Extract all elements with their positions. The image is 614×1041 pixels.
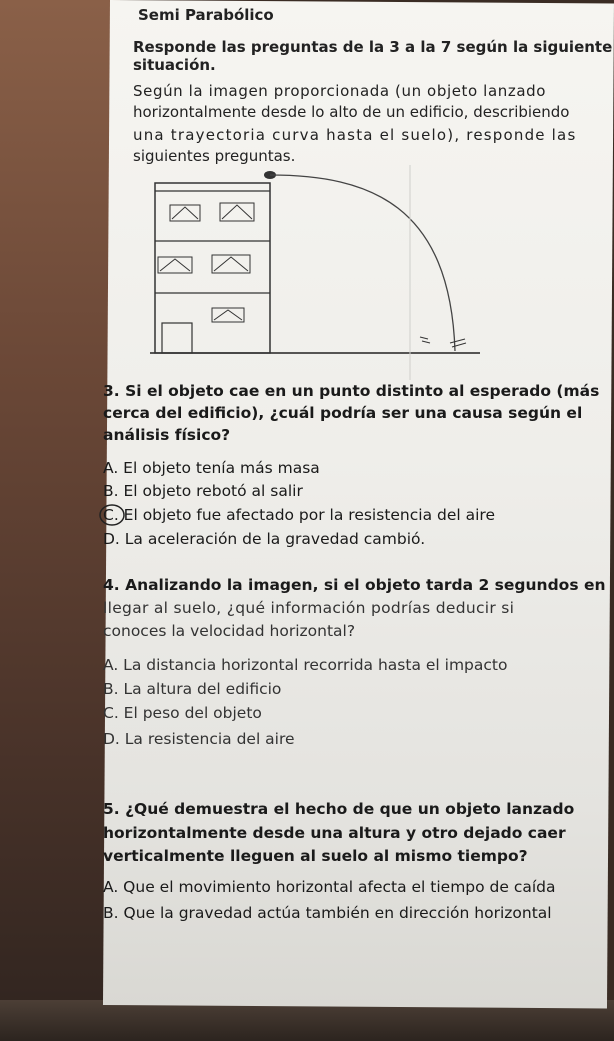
question-3-line-1: 3. Si el objeto cae en un punto distinto al esperado (más (103, 382, 600, 400)
trajectory-curve (270, 175, 455, 351)
q5-option-a: A. Que el movimiento horizontal afecta el tiempo de caída (103, 878, 556, 896)
q4-option-a: A. La distancia horizontal recorrida hasta el impacto (103, 656, 508, 674)
context-line-3: una trayectoria curva hasta el suelo), responde las (133, 126, 577, 144)
q4-option-d: D. La resistencia del aire (103, 730, 295, 748)
question-5-line-2: horizontalmente desde una altura y otro dejado caer (103, 824, 566, 842)
instruction-line-2: situación. (133, 56, 216, 74)
worksheet-title: Semi Parabólico (138, 6, 274, 24)
window-icon (220, 203, 254, 221)
question-3-line-2: cerca del edificio), ¿cuál podría ser una causa según el (103, 404, 583, 422)
window-icon (158, 257, 192, 273)
q3-option-b: B. El objeto rebotó al salir (103, 482, 303, 500)
question-5-line-3: verticalmente lleguen al suelo al mismo tiempo? (103, 847, 528, 865)
q3-option-c: C. El objeto fue afectado por la resistencia del aire (103, 506, 495, 524)
question-4-line-3: conoces la velocidad horizontal? (103, 622, 356, 640)
q4-option-b: B. La altura del edificio (103, 680, 282, 698)
window-icon (212, 255, 250, 273)
window-icon (170, 205, 200, 221)
q3-option-d: D. La aceleración de la gravedad cambió. (103, 530, 426, 548)
question-5-line-1: 5. ¿Qué demuestra el hecho de que un objeto lanzado (103, 800, 575, 818)
window-icon (212, 308, 244, 322)
door-icon (162, 323, 192, 353)
context-line-1: Según la imagen proporcionada (un objeto lanzado (133, 82, 547, 100)
building (155, 183, 270, 353)
q3-option-a: A. El objeto tenía más masa (103, 459, 320, 477)
question-4-line-2: llegar al suelo, ¿qué información podrías deducir si (103, 599, 515, 617)
question-3-line-3: análisis físico? (103, 426, 231, 444)
answer-circle-mark (98, 502, 128, 528)
context-line-4: siguientes preguntas. (133, 147, 296, 165)
instruction-line-1: Responde las preguntas de la 3 a la 7 según la siguiente (133, 38, 613, 56)
context-line-2: horizontalmente desde lo alto de un edificio, describiendo (133, 103, 570, 121)
q4-option-c: C. El peso del objeto (103, 704, 262, 722)
question-4-line-1: 4. Analizando la imagen, si el objeto tarda 2 segundos en (103, 576, 606, 594)
projectile-diagram (120, 165, 520, 380)
q5-option-b: B. Que la gravedad actúa también en dirección horizontal (103, 904, 552, 922)
impact-marks-icon (420, 337, 466, 347)
